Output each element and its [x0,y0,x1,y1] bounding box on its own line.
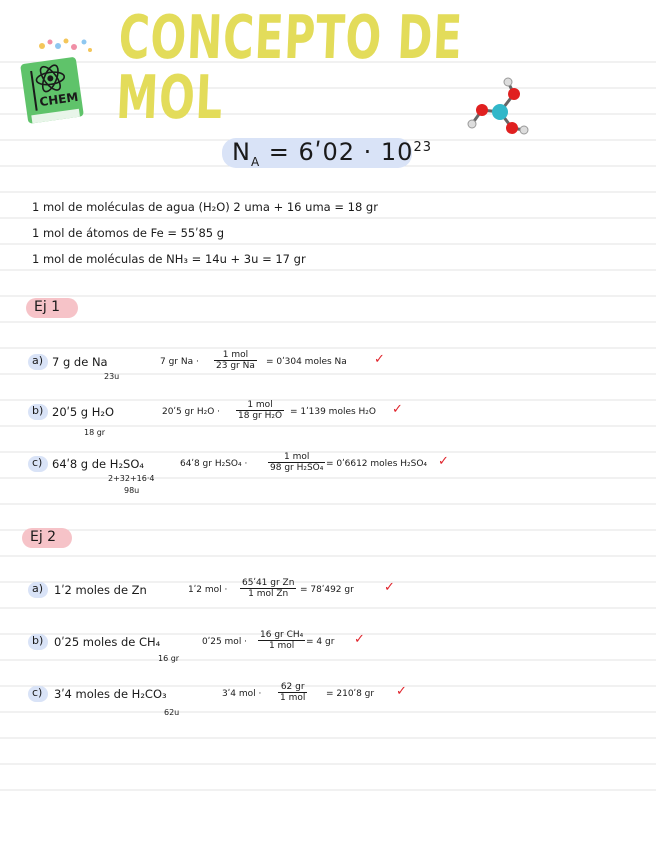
ej1-a-fraction: 1 mol 23 gr Na [216,350,255,371]
check-icon: ✓ [354,632,365,647]
ej2-b-given: 0ʹ25 moles de CH₄ [54,635,161,649]
ej1-c-expr: 64ʹ8 gr H₂SO₄ · [180,459,248,469]
ej2-a-given: 1ʹ2 moles de Zn [54,583,147,597]
intro-line-ammonia: 1 mol de moléculas de NH₃ = 14u + 3u = 17 gr [32,252,306,266]
ej1-a-result: = 0ʹ304 moles Na [266,357,347,367]
ej2-c-fraction: 62 gr 1 mol [280,682,306,703]
ej2-a-label: a) [28,582,48,598]
ej2-c-label: c) [28,686,48,702]
chemistry-book-icon [18,52,90,128]
avogadro-constant: $N_A$ = 6ʹ02 · $10^{23}$ [232,138,432,169]
ej2-b-expr: 0ʹ25 mol · [202,637,248,647]
ej1-b-under: 18 gr [84,428,106,437]
ej1-c-under: 2+32+16·4 [108,474,155,483]
ej1-b-expr: 20ʹ5 gr H₂O · [162,407,220,417]
ej1-b-fraction: 1 mol 18 gr H₂O [238,400,283,421]
ej1-c-result: = 0ʹ6612 moles H₂SO₄ [326,459,428,469]
ej2-b-result: = 4 gr [306,637,335,647]
check-icon: ✓ [384,580,395,595]
ej1-c-under2: 98u [124,486,140,495]
ej1-a-under: 23u [104,372,120,381]
ej1-c-given: 64ʹ8 g de H₂SO₄ [52,457,145,471]
check-icon: ✓ [438,454,449,469]
molecule-icon [460,72,540,142]
ej2-a-result: = 78ʹ492 gr [300,585,354,595]
ej1-b-label: b) [28,404,48,420]
ej1-c-label: c) [28,456,48,472]
ej1-b-result: = 1ʹ139 moles H₂O [290,407,376,417]
page-title: CONCEPTO DE MOL [114,3,465,133]
ej1-a-given: 7 g de Na [52,355,108,369]
ej2-b-under: 16 gr [158,654,180,663]
ej1-tag: Ej 1 [26,298,78,318]
ej2-c-result: = 210ʹ8 gr [326,689,375,699]
ej2-c-expr: 3ʹ4 mol · [222,689,262,699]
logo-text: CHEM [38,89,80,110]
ej2-b-fraction: 16 gr CH₄ 1 mol [260,630,304,651]
ej1-c-fraction: 1 mol 98 gr H₂SO₄ [270,452,324,473]
ej1-b-given: 20ʹ5 g H₂O [52,405,115,419]
ej2-a-expr: 1ʹ2 mol · [188,585,228,595]
ej2-tag: Ej 2 [22,528,72,548]
intro-line-water: 1 mol de moléculas de agua (H₂O) 2 uma + 16 uma = 18 gr [32,200,378,214]
check-icon: ✓ [374,352,385,367]
ej2-b-label: b) [28,634,48,650]
ej1-a-label: a) [28,354,48,370]
ej2-c-under: 62u [164,708,180,717]
check-icon: ✓ [392,402,403,417]
ej1-a-expr: 7 gr Na · [160,357,199,367]
ej2-a-fraction: 65ʹ41 gr Zn 1 mol Zn [242,578,295,599]
intro-line-iron: 1 mol de átomos de Fe = 55ʹ85 g [32,226,225,240]
check-icon: ✓ [396,684,407,699]
ej2-c-given: 3ʹ4 moles de H₂CO₃ [54,687,167,701]
